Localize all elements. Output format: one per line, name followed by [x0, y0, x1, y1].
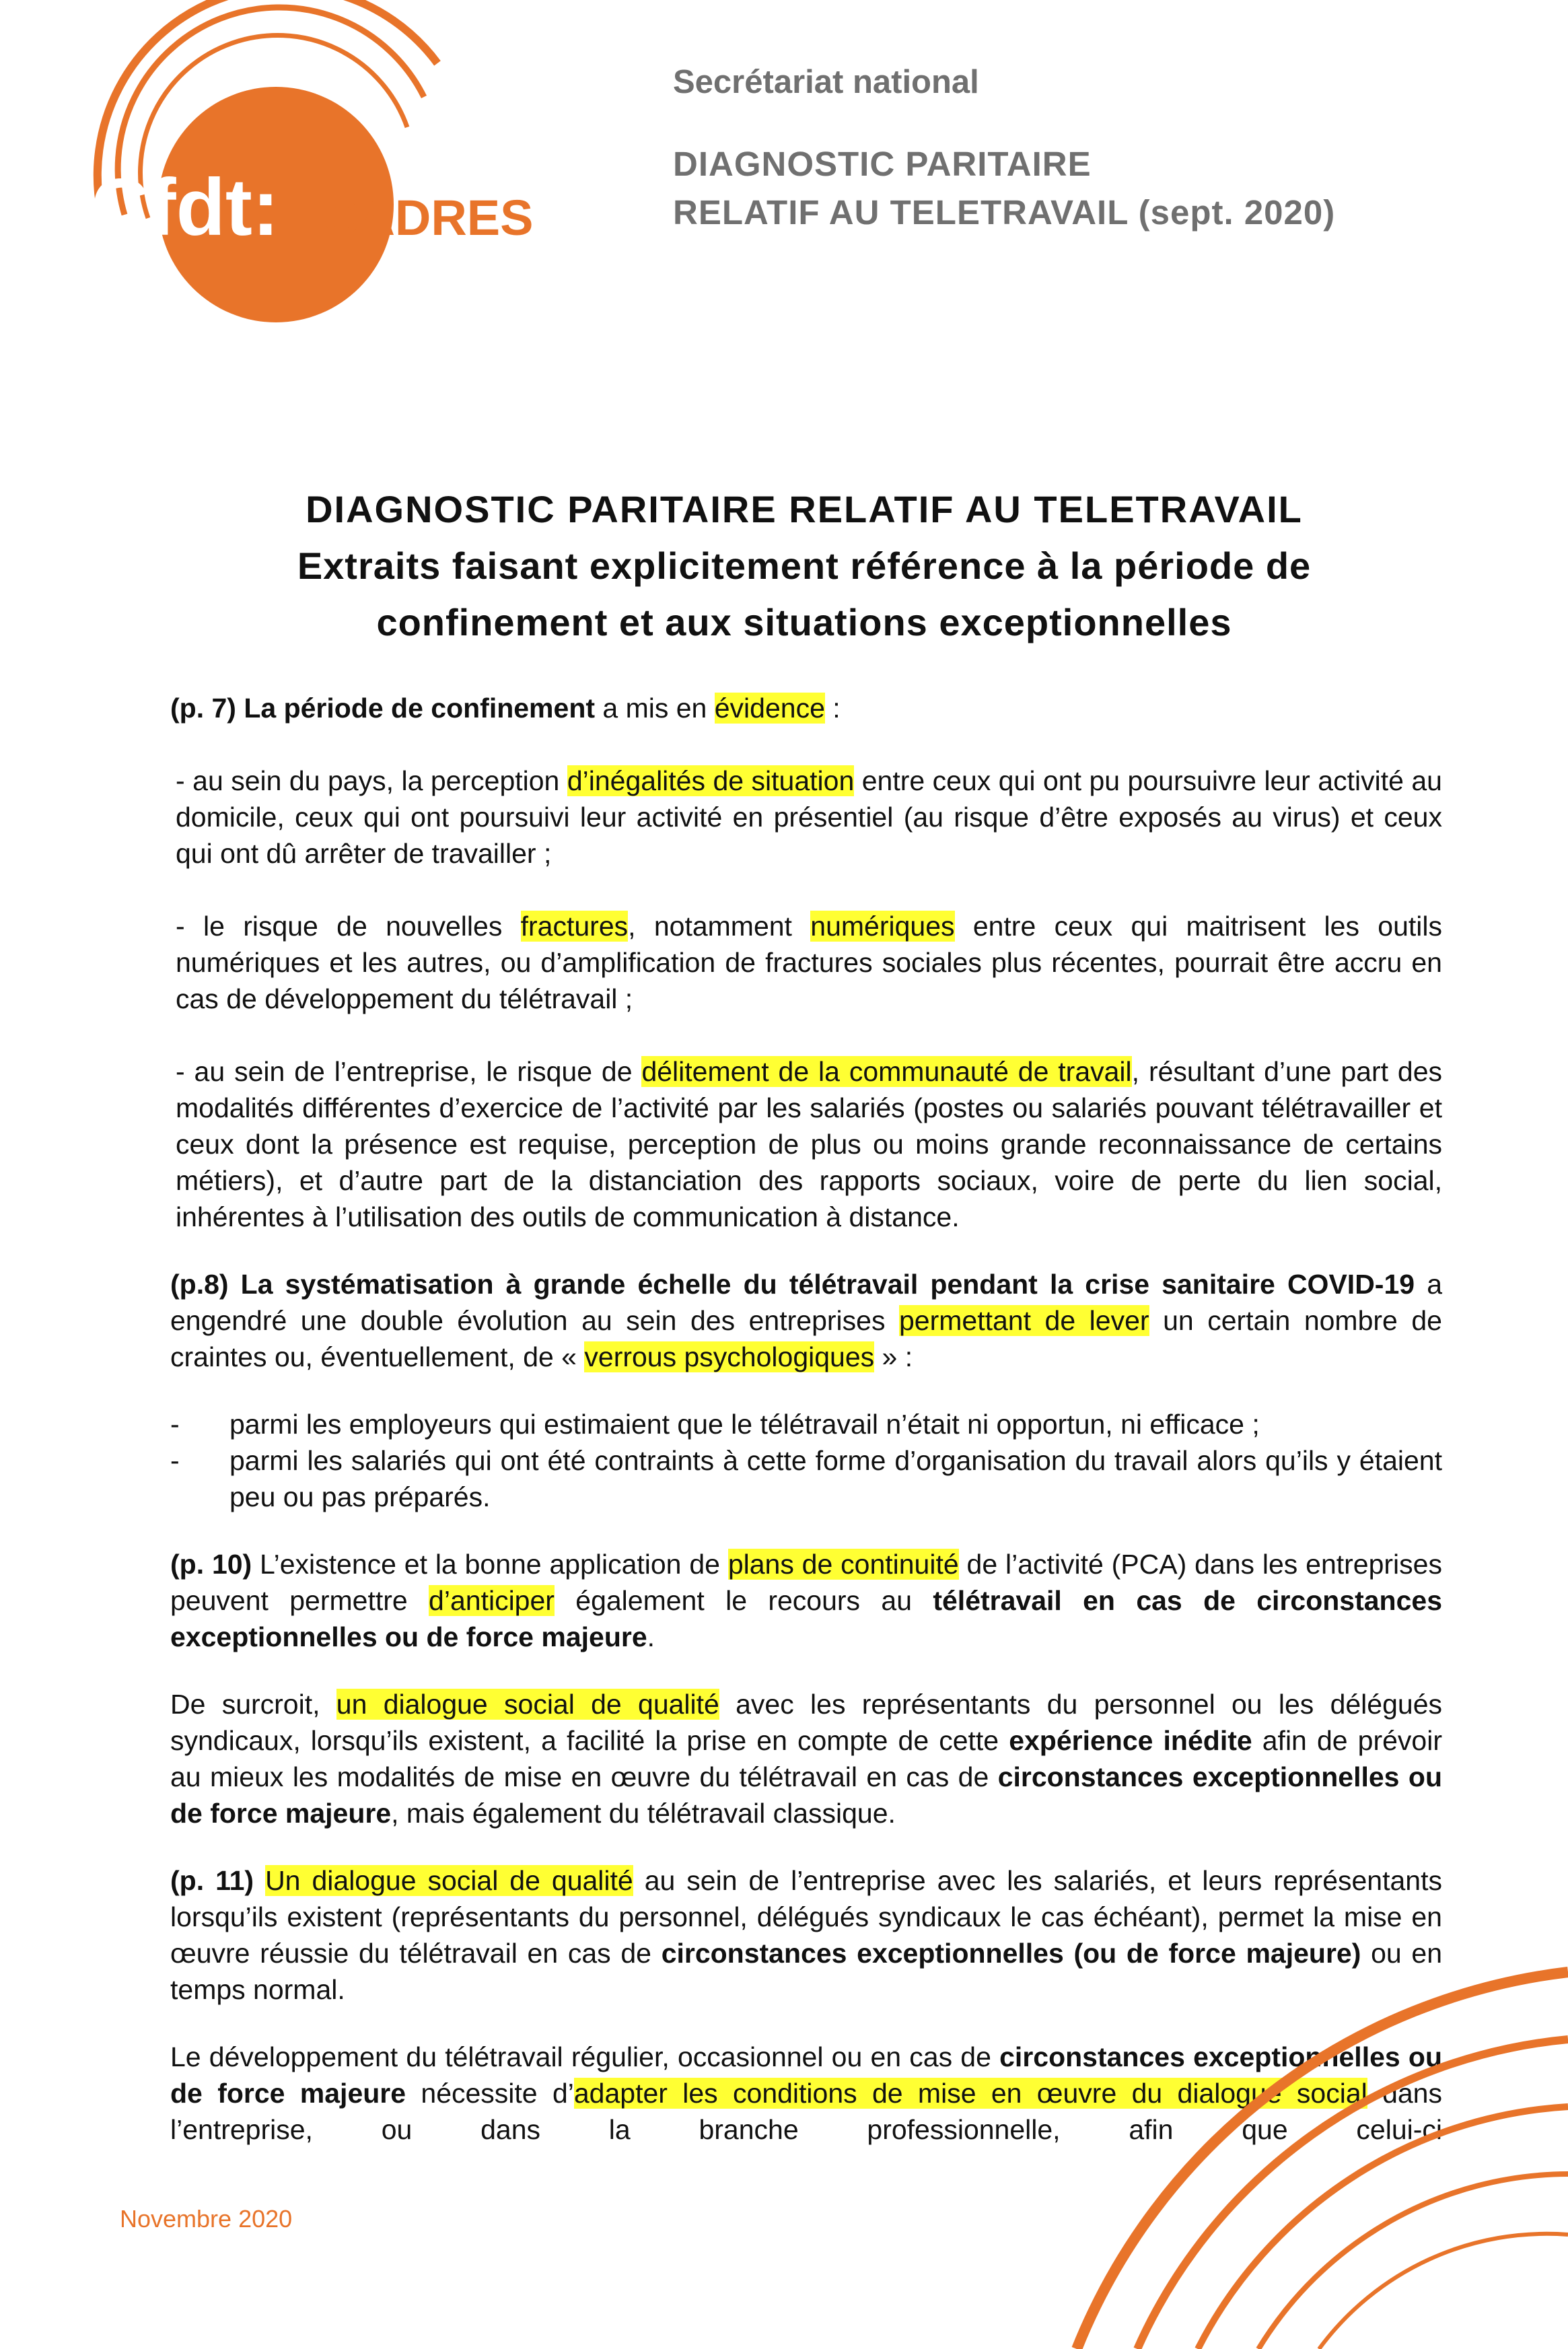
highlight: plans de continuité: [727, 1549, 959, 1580]
text: Le développement du télétravail régulier, occasionnel ou en cas de: [170, 2041, 1000, 2072]
header-title-line1: DIAGNOSTIC PARITAIRE: [673, 145, 1092, 183]
bold-text: (p. 7) La période de confinement: [170, 693, 596, 724]
bold-text: circonstances exceptionnelles ou de force majeure: [170, 1761, 1442, 1829]
header-title-line2: RELATIF AU TELETRAVAIL (sept. 2020): [673, 193, 1336, 232]
logo-sub: CADRES: [323, 190, 534, 246]
text: un certain nombre de craintes ou, éventuellement, de «: [170, 1305, 1442, 1372]
text: dans l’entreprise, ou dans la branche professionnelle, afin que celui-ci: [170, 2078, 1442, 2145]
text: a engendré une double évolution au sein des entreprises: [170, 1269, 1442, 1336]
paragraph-inegalites: [170, 763, 1442, 872]
highlight: fractures: [520, 911, 629, 942]
text: - au sein du pays, la perception: [176, 765, 567, 796]
text: également le recours au: [554, 1585, 933, 1616]
paragraph-p10: [170, 1546, 1442, 1655]
text: au sein de l’entreprise avec les salariés, et leurs représentants lorsqu’ils existent (représentants du personnel, délégués syndicaux le cas échéant), permet la mise en œuvre réussie du télétravail en cas de: [170, 1865, 1442, 1969]
bold-text: télétravail en cas de circonstances exceptionnelles ou de force majeure: [170, 1585, 1442, 1652]
text: .: [647, 1621, 655, 1652]
logo-wordmark: Cfdt:: [91, 162, 279, 252]
bullet-text: parmi les salariés qui ont été contraints à cette forme d’organisation du travail alors qu’ils y étaient peu ou pas préparés.: [229, 1445, 1442, 1512]
text: - au sein de l’entreprise, le risque de: [176, 1056, 642, 1087]
text: nécessite d’: [406, 2078, 574, 2109]
text: , mais également du télétravail classique.: [391, 1798, 896, 1829]
paragraph-p7: [170, 690, 1442, 726]
highlight: d’anticiper: [429, 1585, 555, 1616]
text: :: [824, 693, 841, 724]
highlight: Un dialogue social de qualité: [265, 1865, 633, 1896]
paragraph-fractures: [170, 908, 1442, 1017]
bullet-list: [170, 1406, 1442, 1515]
bold-text: (p. 11): [170, 1865, 254, 1896]
highlight: permettant de lever: [898, 1305, 1149, 1336]
bullet-text: parmi les employeurs qui estimaient que le télétravail n’était ni opportun, ni efficace ;: [229, 1409, 1260, 1440]
decorative-arcs: [1063, 1945, 1568, 2349]
header-secretariat: Secrétariat national: [673, 64, 979, 100]
highlight: verrous psychologiques: [584, 1341, 875, 1372]
bold-text: circonstances exceptionnelles ou de force majeure: [170, 2041, 1442, 2109]
document-title: [94, 481, 1514, 651]
text: entre ceux qui maitrisent les outils numériques et les autres, ou d’amplification de fractures sociales plus récentes, pourrait être accru en cas de développement du télétravail ;: [176, 911, 1442, 1014]
highlight: numériques: [810, 911, 955, 942]
bullet-dash: -: [170, 1409, 180, 1440]
highlight: adapter les conditions de mise en œuvre du dialogue social: [573, 2078, 1367, 2109]
bold-text: circonstances exceptionnelles (ou de force majeure): [661, 1938, 1361, 1969]
bold-text: (p.8) La systématisation à grande échelle du télétravail pendant la crise sanitaire COVID-19: [170, 1269, 1415, 1300]
text: avec les représentants du personnel ou les délégués syndicaux, lorsqu’ils existent, a facilité la prise en compte de cette: [170, 1689, 1442, 1756]
title-line3: confinement et aux situations exceptionnelles: [376, 601, 1232, 643]
paragraph-p8: [170, 1266, 1442, 1375]
paragraph-surcroit: [170, 1686, 1442, 1831]
text: [254, 1865, 265, 1896]
text: De surcroit,: [170, 1689, 336, 1720]
text: entre ceux qui ont pu poursuivre leur activité au domicile, ceux qui ont poursuivi leur activité en présentiel (au risque d’être exposés au virus) et ceux qui ont dû arrêter de travailler ;: [176, 765, 1442, 869]
highlight: un dialogue social de qualité: [336, 1689, 719, 1720]
bold-text: expérience inédite: [1009, 1725, 1252, 1756]
text: , résultant d’une part des modalités différentes d’exercice de l’activité par les salariés (postes ou salariés pouvant télétravailler et ceux dont la présence est requise, perception de plus ou moins grande reconnaissance de certains métiers), et d’autre part de la distanciation des rapports sociaux, voire de perte du lien social, inhérentes à l’utilisation des outils de communication à distance.: [176, 1056, 1442, 1232]
bullet-item: [170, 1406, 1442, 1442]
text: a mis en: [595, 693, 715, 724]
title-line2: Extraits faisant explicitement référence à la période de: [297, 545, 1312, 587]
text: afin de prévoir au mieux les modalités de mise en œuvre du télétravail en cas de: [170, 1725, 1442, 1792]
document-body: [170, 690, 1442, 2148]
highlight: délitement de la communauté de travail: [641, 1056, 1132, 1087]
text: ou en temps normal.: [170, 1938, 1443, 2005]
bold-text: (p. 10): [170, 1549, 252, 1580]
bullet-item: [170, 1442, 1442, 1515]
text: , notamment: [628, 911, 811, 942]
paragraph-delitement: [170, 1053, 1442, 1235]
footer-date: Novembre 2020: [120, 2205, 293, 2233]
text: - le risque de nouvelles: [176, 911, 521, 942]
bullet-dash: -: [170, 1445, 180, 1476]
cfdt-cadres-logo: [74, 9, 534, 332]
title-line1: DIAGNOSTIC PARITAIRE RELATIF AU TELETRAVAIL: [306, 488, 1303, 530]
highlight: d’inégalités de situation: [567, 765, 855, 796]
highlight: évidence: [714, 693, 825, 724]
text: de l’activité (PCA) dans les entreprises peuvent permettre: [170, 1549, 1442, 1616]
text: L’existence et la bonne application de: [252, 1549, 728, 1580]
text: » :: [874, 1341, 913, 1372]
